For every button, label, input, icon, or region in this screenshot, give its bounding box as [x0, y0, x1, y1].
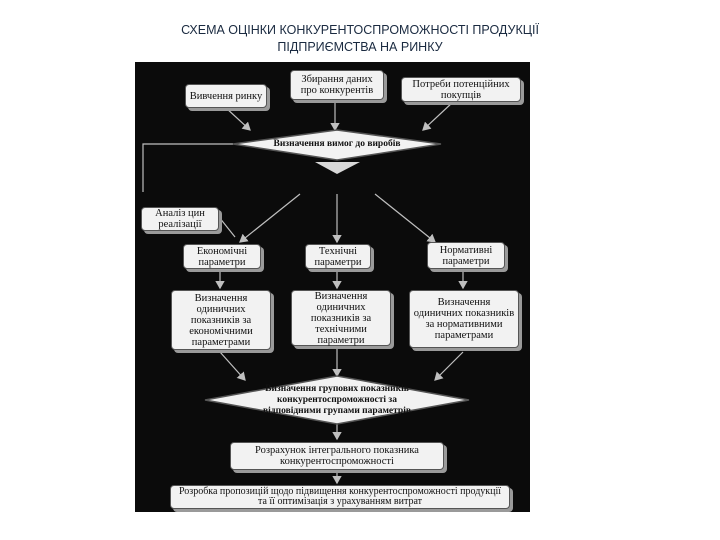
arrow-needs-to-requirements [423, 102, 453, 130]
proposals-box: Розробка пропозицій щодо підвищення конкурентоспроможності продукції та її оптимізація з урахуванням витрат [170, 485, 510, 509]
integral-indicator-box: Розрахунок інтегрального показника конкурентоспроможності [230, 442, 444, 470]
price-analysis-box: Аналіз цин реалізації [141, 207, 219, 231]
title-line-1: СХЕМА ОЦІНКИ КОНКУРЕНТОСПРОМОЖНОСТІ ПРОДУКЦІЇ [181, 23, 539, 37]
feedback-loop-line [143, 144, 233, 192]
arrow-market-to-requirements [225, 107, 250, 130]
group-indicators-label: Визначення групових показників конкурентоспроможності за відповідними групами параметрів [263, 383, 411, 416]
arrow-down-requirements [315, 162, 360, 174]
single-economic-box: Визначення одиничних показників за економічними параметрами [171, 290, 271, 350]
single-normative-box: Визначення одиничних показників за нормативними параметрами [409, 290, 519, 348]
normative-params-box: Нормативні параметри [427, 242, 505, 269]
arrow-to-normative [375, 194, 435, 242]
diagram-title [0, 22, 720, 56]
single-technical-box: Визначення одиничних показників за технічними параметри [291, 290, 391, 346]
market-study-box: Вивчення ринку [185, 84, 267, 108]
title-line-2: ПІДПРИЄМСТВА НА РИНКУ [277, 40, 443, 54]
arrow-single-normative-to-group [435, 352, 463, 380]
competitor-data-box: Збирання даних про конкурентів [290, 70, 384, 100]
flowchart [135, 62, 530, 512]
arrow-single-economic-to-group [220, 352, 245, 380]
requirements-label: Визначення вимог до виробів [273, 138, 401, 149]
economic-params-box: Економічні параметри [183, 244, 261, 269]
arrow-to-economic [240, 194, 300, 242]
customer-needs-box: Потреби потенційних покупців [401, 77, 521, 102]
technical-params-box: Технічні параметри [305, 244, 371, 269]
